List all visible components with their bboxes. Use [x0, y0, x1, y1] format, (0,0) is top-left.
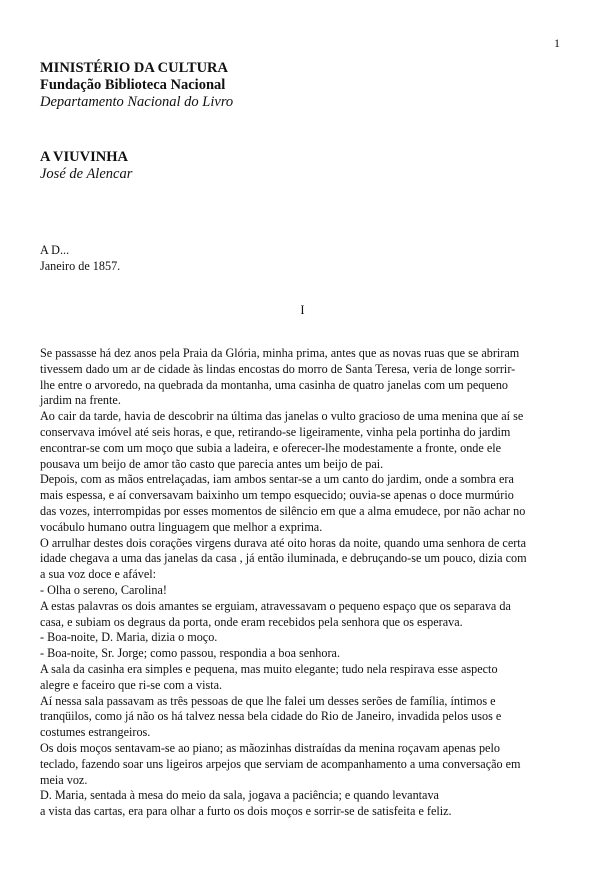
text-line: tivessem dado um ar de cidade às lindas encostas do morro de Santa Teresa, veria de longe sorrir- [40, 361, 516, 376]
text-line: Aí nessa sala passavam as três pessoas de que lhe falei um desses serões de família, íntimos e [40, 693, 496, 708]
text-line: casa, e subiam os degraus da porta, onde eram recebidos pela senhora que os esperava. [40, 614, 463, 629]
text-line: alegre e faceiro que ri-se com a vista. [40, 677, 223, 692]
text-line: - Boa-noite, Sr. Jorge; como passou, respondia a boa senhora. [40, 646, 340, 661]
text-line: Ao cair da tarde, havia de descobrir na última das janelas o vulto gracioso de uma menina que aí se [40, 409, 524, 424]
text-line: Se passasse há dez anos pela Praia da Glória, minha prima, antes que as novas ruas que se abriram [40, 346, 520, 360]
dedication-recipient: A D... [40, 243, 70, 257]
text-line: meia voz. [40, 772, 88, 787]
foundation-name: Fundação Biblioteca Nacional [40, 77, 226, 93]
text-line: - Olha o sereno, Carolina! [40, 582, 167, 597]
chapter-heading: I [300, 303, 305, 317]
text-line: encontrar-se com um moço que subia a ladeira, e oferecer-lhe modestamente a fronte, onde ele [40, 440, 502, 455]
text-line: a sua voz doce e afável: [40, 567, 157, 582]
text-line: a vista das cartas, era para olhar a furto os dois moços e sorrir-se de satisfeita e feliz. [40, 804, 452, 819]
work-author: José de Alencar [40, 166, 133, 182]
dedication-date: Janeiro de 1857. [40, 258, 121, 273]
text-line: teclado, fazendo soar uns ligeiros arpejos que serviam de acompanhamento a uma conversação em [40, 756, 521, 771]
work-title: A VIUVINHA [40, 149, 128, 165]
text-line: Depois, com as mãos entrelaçadas, iam ambos sentar-se a um canto do jardim, onde a sombra era [40, 472, 514, 487]
body-text [40, 346, 560, 820]
work-title-block [40, 149, 132, 183]
text-line: A estas palavras os dois amantes se erguiam, atravessavam o pequeno espaço que os separava da [40, 598, 511, 613]
text-line: O arrulhar destes dois corações virgens durava até oito horas da noite, quando uma senhora de certa [40, 535, 527, 550]
publisher-header [40, 60, 233, 111]
text-line: das vozes, interrompidas por esses momentos de silêncio em que a alma emudece, por não achar no [40, 503, 526, 518]
department-name: Departamento Nacional do Livro [40, 94, 234, 110]
page-number: 1 [554, 36, 560, 50]
text-line: D. Maria, sentada à mesa do meio da sala, jogava a paciência; e quando levantava [40, 788, 439, 803]
text-line: tranqüilos, como já não os há talvez nessa bela cidade do Rio de Janeiro, invadida pelos usos e [40, 709, 502, 724]
text-line: pousava um beijo de amor tão casto que parecia antes um beijo de pai. [40, 456, 384, 471]
text-line: A sala da casinha era simples e pequena, mas muito elegante; tudo nela respirava esse aspecto [40, 661, 498, 676]
text-line: jardim na frente. [40, 393, 121, 408]
text-line: idade chegava a uma das janelas da casa , já então iluminada, e debruçando-se um pouco, dizia com [40, 551, 527, 566]
text-line: - Boa-noite, D. Maria, dizia o moço. [40, 630, 218, 645]
text-line: conservava imóvel até seis horas, e que, retirando-se ligeiramente, vinha pela portinha do jardim [40, 424, 511, 439]
text-line: costumes estrangeiros. [40, 725, 151, 740]
dedication [40, 243, 120, 275]
text-line: mais espessa, e aí conversavam baixinho um tempo esquecido; ouvia-se apenas o doce murmúrio [40, 488, 514, 503]
text-line: lhe entre o arvoredo, na quebrada da montanha, uma casinha de quatro janelas com um pequeno [40, 377, 509, 392]
ministry-name: MINISTÉRIO DA CULTURA [40, 60, 229, 76]
text-line: Os dois moços sentavam-se ao piano; as mãozinhas distraídas da menina roçavam apenas pelo [40, 740, 500, 755]
text-line: vocábulo humano outra linguagem que melhor a exprima. [40, 519, 323, 534]
